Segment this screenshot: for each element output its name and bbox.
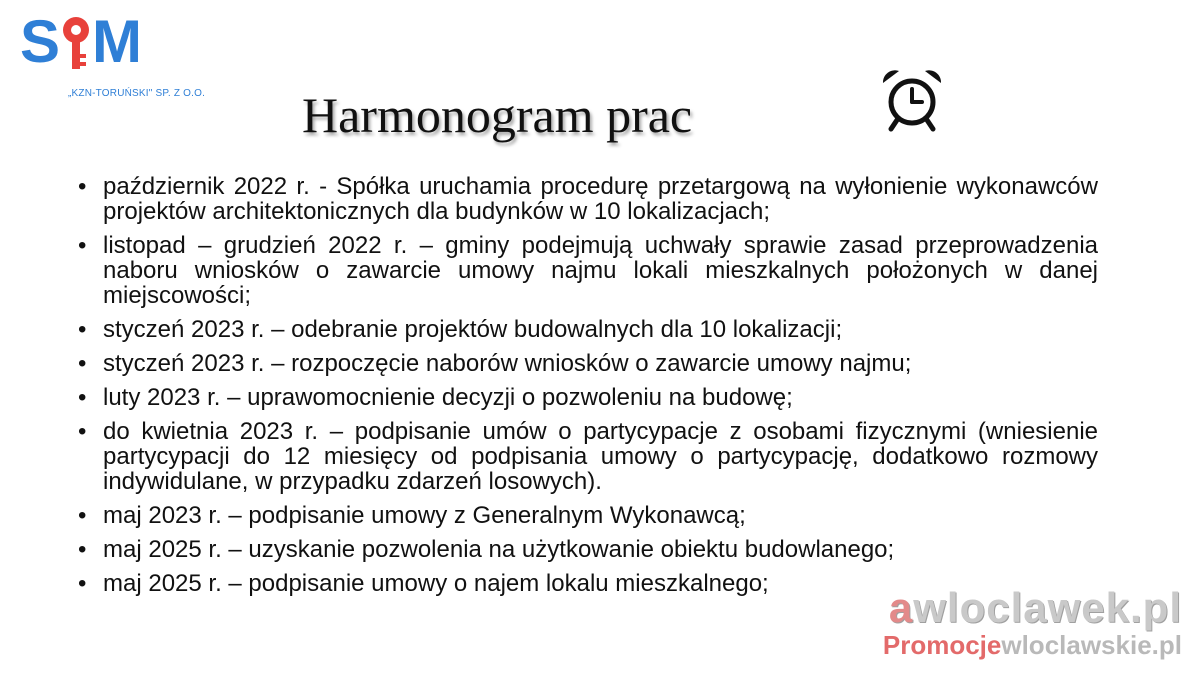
watermark-a: a bbox=[888, 584, 914, 631]
list-item: • luty 2023 r. – uprawomocnienie decyzji o pozwoleniu na budowę; bbox=[78, 385, 1098, 410]
watermark-domain: wloclawek.pl bbox=[913, 584, 1182, 631]
svg-text:M: M bbox=[92, 8, 142, 70]
watermark-promocje bbox=[883, 630, 1182, 661]
sim-wordmark bbox=[20, 8, 160, 70]
list-item: • październik 2022 r. - Spółka uruchamia procedurę przetargową na wyłonienie wykonawców projektów architektonicznych dla budynków w 10 lokalizacjach; bbox=[78, 174, 1098, 224]
company-logo bbox=[20, 8, 250, 98]
schedule-list bbox=[78, 174, 1098, 605]
list-item: • maj 2025 r. – uzyskanie pozwolenia na użytkowanie obiektu budowlanego; bbox=[78, 537, 1098, 562]
watermark-promocje-gray: wloclawskie.pl bbox=[1001, 630, 1182, 660]
watermark-promocje-red: Promocje bbox=[882, 630, 1002, 660]
key-icon bbox=[63, 17, 89, 69]
list-item: • styczeń 2023 r. – rozpoczęcie naborów wniosków o zawarcie umowy najmu; bbox=[78, 351, 1098, 376]
alarm-clock-icon bbox=[877, 65, 947, 135]
list-item: • styczeń 2023 r. – odebranie projektów budowalnych dla 10 lokalizacji; bbox=[78, 317, 1098, 342]
list-item: • maj 2023 r. – podpisanie umowy z Generalnym Wykonawcą; bbox=[78, 503, 1098, 528]
list-item: • listopad – grudzień 2022 r. – gminy podejmują uchwały sprawie zasad przeprowadzenia naboru wniosków o zawarcie umowy najmu lokali mieszkalnych położonych w danej miejscowości; bbox=[78, 233, 1098, 308]
logo-caption: „KZN-TORUŃSKI" SP. Z O.O. bbox=[68, 88, 206, 99]
list-item: • do kwietnia 2023 r. – podpisanie umów o partycypacje z osobami fizycznymi (wniesienie partycypacji do 12 miesięcy od podpisania umowy o partycypację, dodatkowo rozmowy indywidulane, w przypadku zdarzeń losowych). bbox=[78, 419, 1098, 494]
svg-text:S: S bbox=[20, 8, 61, 70]
list-item: • maj 2025 r. – podpisanie umowy o najem lokalu mieszkalnego; bbox=[78, 571, 1098, 596]
page-title: Harmonogram prac bbox=[302, 87, 693, 143]
watermark-awloclawek bbox=[889, 584, 1182, 632]
